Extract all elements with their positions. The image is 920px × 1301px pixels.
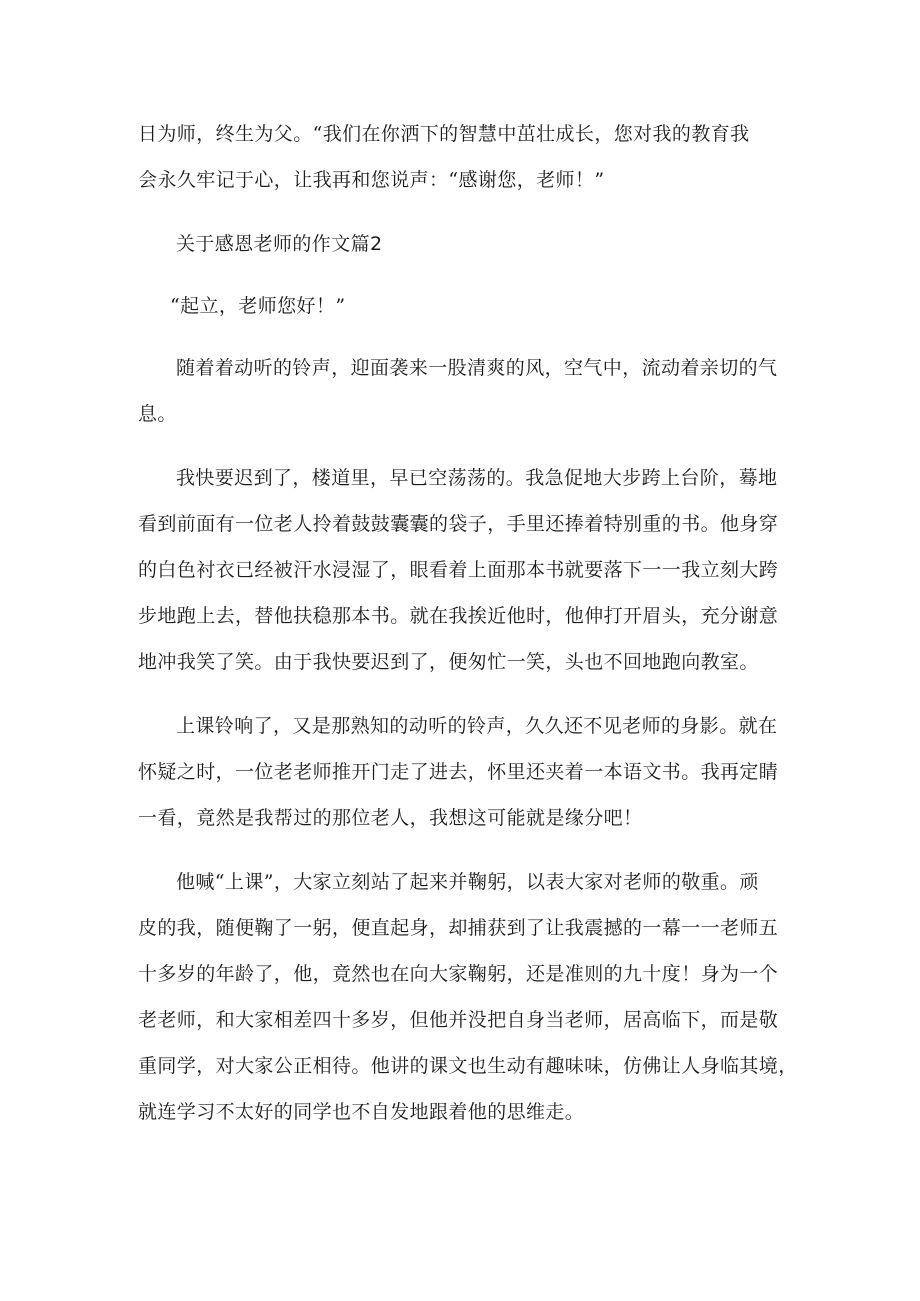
paragraph-line: 皮的我，随便鞠了一躬，便直起身，却捕获到了让我震撼的一幕一一老师五 bbox=[138, 917, 779, 939]
paragraph-line: 日为师，终生为父。“我们在你洒下的智慧中茁壮成长，您对我的教育我 bbox=[138, 123, 750, 145]
paragraph-line: “起立，老师您好！” bbox=[170, 295, 346, 317]
paragraph-line: 十多岁的年龄了，他，竟然也在向大家鞠躬，还是准则的九十度！身为一个 bbox=[138, 963, 779, 985]
paragraph-line: 老老师，和大家相差四十多岁，但他并没把自身当老师，居高临下，而是敬 bbox=[138, 1009, 779, 1031]
paragraph-line: 他喊“上课”，大家立刻站了起来并鞠躬，以表大家对老师的敬重。顽 bbox=[176, 871, 759, 893]
paragraph-line: 步地跑上去，替他扶稳那本书。就在我挨近他时，他伸打开眉头，充分谢意 bbox=[138, 605, 779, 627]
paragraph-line: 就连学习不太好的同学也不自发地跟着他的思维走。 bbox=[138, 1101, 585, 1123]
paragraph-line: 重同学，对大家公正相待。他讲的课文也生动有趣味味，仿佛让人身临其境， bbox=[138, 1055, 798, 1077]
paragraph-line: 上课铃响了，又是那熟知的动听的铃声，久久还不见老师的身影。就在 bbox=[176, 715, 778, 737]
paragraph-line: 的白色衬衣已经被汗水浸湿了，眼看着上面那本书就要落下一一我立刻大跨 bbox=[138, 559, 779, 581]
section-heading: 关于感恩老师的作文篇2 bbox=[176, 233, 383, 255]
paragraph-line: 我快要迟到了，楼道里，早已空荡荡的。我急促地大步跨上台阶，蓦地 bbox=[176, 467, 778, 489]
paragraph-line: 看到前面有一位老人拎着鼓鼓囊囊的袋子，手里还捧着特别重的书。他身穿 bbox=[138, 513, 779, 535]
paragraph-line: 地冲我笑了笑。由于我快要迟到了，便匆忙一笑，头也不回地跑向教室。 bbox=[138, 651, 759, 673]
paragraph-line: 会永久牢记于心，让我再和您说声：“感谢您，老师！” bbox=[138, 169, 605, 191]
paragraph-line: 随着着动听的铃声，迎面袭来一股清爽的风，空气中，流动着亲切的气 bbox=[176, 357, 778, 379]
paragraph-line: 一看，竟然是我帮过的那位老人，我想这可能就是缘分吧！ bbox=[138, 807, 643, 829]
paragraph-line: 息。 bbox=[138, 403, 177, 425]
paragraph-line: 怀疑之时，一位老老师推开门走了进去，怀里还夹着一本语文书。我再定睛 bbox=[138, 761, 779, 783]
